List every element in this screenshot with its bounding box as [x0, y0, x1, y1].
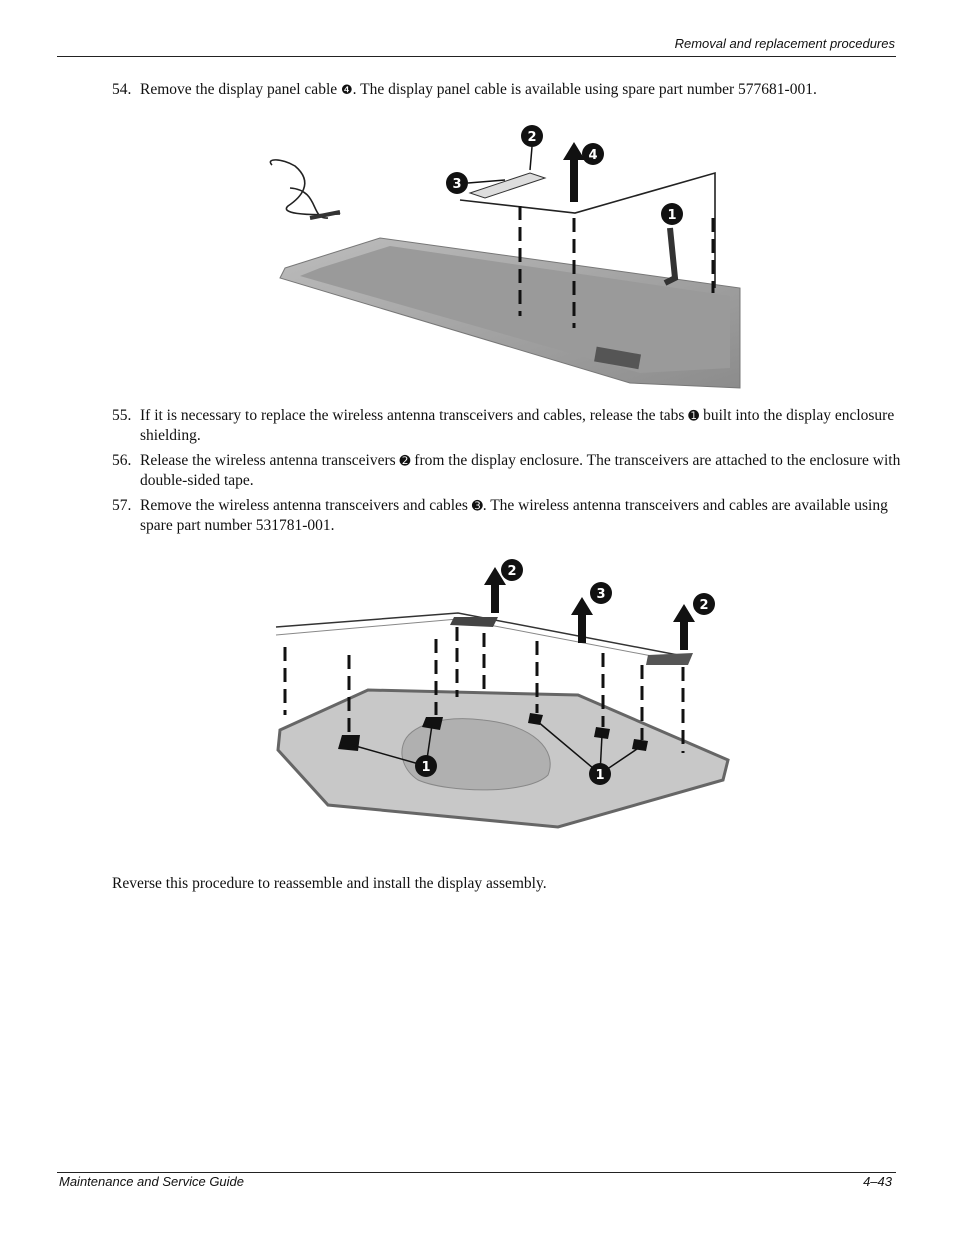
step-text-before: Remove the wireless antenna transceivers and cables — [140, 497, 472, 514]
svg-text:1: 1 — [667, 208, 677, 223]
svg-text:2: 2 — [699, 598, 709, 613]
callout-2-icon — [501, 559, 523, 581]
step-number: 54. — [112, 81, 132, 98]
footer-rule — [57, 1172, 896, 1173]
wireless-antenna-figure — [268, 555, 748, 835]
step-55 — [112, 406, 902, 445]
step-text-after: . The wireless antenna transceivers and cables are available using spare part number 531781-001. — [140, 497, 888, 534]
svg-text:2: 2 — [527, 130, 537, 145]
svg-text:3: 3 — [596, 587, 606, 602]
footer-guide-title: Maintenance and Service Guide — [59, 1174, 245, 1189]
callout-2-icon — [521, 125, 543, 170]
step-56 — [112, 451, 902, 490]
callout-1-icon — [661, 203, 683, 225]
step-text-before: Remove the display panel cable — [140, 81, 342, 98]
step-text — [140, 80, 902, 100]
step-text — [140, 406, 902, 445]
step-text-after: built into the display enclosure shielding. — [140, 407, 895, 444]
step-text-after: . The display panel cable is available using spare part number 577681-001. — [352, 81, 817, 98]
step-54 — [112, 80, 902, 100]
step-57 — [112, 496, 902, 535]
step-text — [140, 496, 902, 535]
display-panel-cable-figure — [260, 118, 750, 393]
step-text-before: Release the wireless antenna transceivers — [140, 452, 400, 469]
callout-1-icon: ➊ — [688, 409, 700, 424]
closing-paragraph: Reverse this procedure to reassemble and install the display assembly. — [112, 875, 547, 892]
callout-3-icon — [590, 582, 612, 604]
step-text-before: If it is necessary to replace the wireless antenna transceivers and cables, release the tabs — [140, 407, 689, 424]
svg-text:3: 3 — [452, 177, 462, 192]
callout-4-icon: ❹ — [341, 83, 353, 98]
callout-3-icon: ➌ — [471, 499, 483, 514]
step-number: 55. — [112, 407, 132, 424]
display-panel-cable — [270, 160, 340, 218]
svg-text:4: 4 — [588, 148, 598, 163]
step-text — [140, 451, 902, 490]
header-text: Removal and replacement procedures — [674, 36, 895, 51]
header-rule — [57, 56, 896, 57]
callout-4-icon — [582, 143, 604, 165]
step-number: 57. — [112, 497, 132, 514]
step-text-after: from the display enclosure. The transceivers are attached to the enclosure with double-sided tape. — [140, 452, 901, 489]
page-number: 4–43 — [863, 1174, 892, 1189]
step-number: 56. — [112, 452, 132, 469]
callout-2-icon: ➋ — [399, 454, 411, 469]
svg-text:1: 1 — [421, 760, 431, 775]
svg-text:1: 1 — [595, 768, 605, 783]
callout-2-icon — [693, 593, 715, 615]
svg-text:2: 2 — [507, 564, 517, 579]
